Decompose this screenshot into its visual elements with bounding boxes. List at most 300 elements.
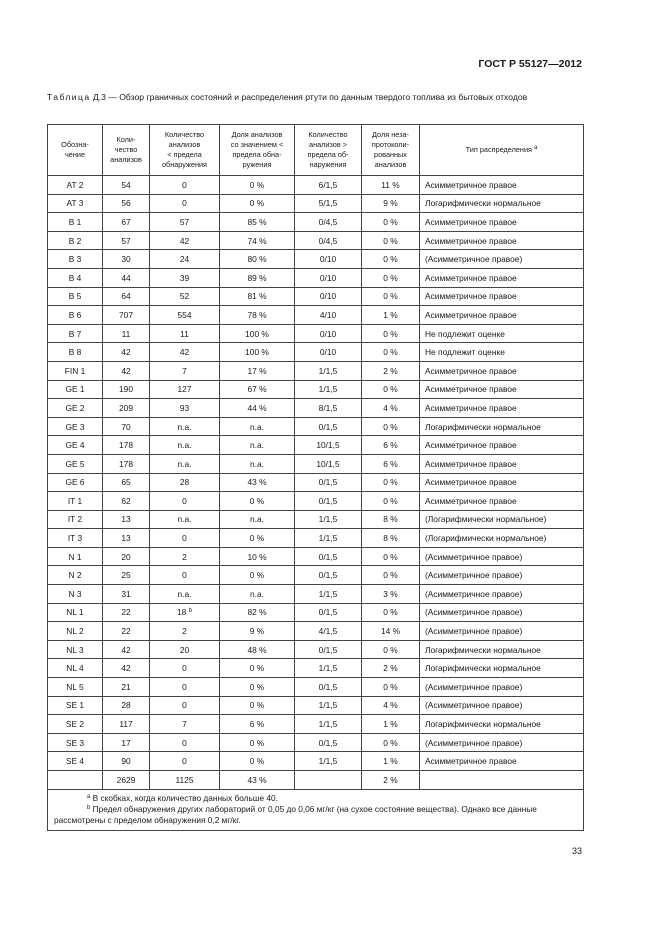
- table-cell-c5: [295, 492, 362, 511]
- table-cell-c2: [103, 380, 150, 399]
- table-cell-c1: [48, 733, 103, 752]
- cell-value: 81 %: [247, 291, 267, 302]
- table-cell-c5: [295, 473, 362, 492]
- table-cell-c5: [295, 268, 362, 287]
- cell-value: 100 %: [245, 328, 269, 339]
- table-cell-c2: [103, 659, 150, 678]
- table-cell-c4: [220, 417, 295, 436]
- table-cell-c1: [48, 696, 103, 715]
- table-cell-c2: [103, 603, 150, 622]
- table-row: [48, 380, 584, 399]
- table-row: [48, 492, 584, 511]
- cell-value: IT 2: [67, 514, 83, 525]
- cell-value: 190: [119, 384, 133, 395]
- table-cell-c6: [362, 752, 420, 771]
- cell-value: n.a.: [177, 458, 192, 469]
- table-cell-c5: [295, 603, 362, 622]
- table-cell-c5: [295, 547, 362, 566]
- table-cell-c3: [150, 622, 220, 641]
- cell-value: 57: [179, 216, 190, 227]
- table-cell-c5: [295, 566, 362, 585]
- table-cell-c3: [150, 603, 220, 622]
- cell-value: 7: [182, 365, 187, 376]
- cell-value: 1 %: [383, 309, 398, 320]
- cell-value: 0 %: [383, 737, 398, 748]
- table-cell-c1: [48, 603, 103, 622]
- cell-value: (Асимметричное правое): [425, 607, 523, 618]
- cell-value: (Асимметричное правое): [425, 700, 523, 711]
- table-cell-c2: [103, 492, 150, 511]
- table-cell-c2: [103, 678, 150, 697]
- cell-value: SE 3: [65, 737, 85, 748]
- cell-value: (Асимметричное правое): [425, 254, 523, 265]
- cell-value: 127: [177, 384, 192, 395]
- table-row: [48, 324, 584, 343]
- table-cell-c4: [220, 436, 295, 455]
- cell-value: 89 %: [247, 272, 267, 283]
- cell-value: Асимметричное правое: [425, 384, 517, 395]
- table-cell-c6: [362, 603, 420, 622]
- table-cell-c3: [150, 287, 220, 306]
- table-cell-c5: [295, 436, 362, 455]
- table-cell-c7: [420, 529, 584, 548]
- totals-cell: 1125: [150, 771, 220, 790]
- cell-value: 0: [182, 663, 187, 674]
- table-cell-c4: [220, 194, 295, 213]
- table-row: [48, 343, 584, 362]
- cell-value: 31: [121, 588, 131, 599]
- table-cell-c1: [48, 436, 103, 455]
- cell-value: 22: [121, 607, 131, 618]
- table-cell-c5: [295, 696, 362, 715]
- cell-value: 0/1,5: [318, 551, 338, 562]
- cell-value: 3 %: [383, 588, 398, 599]
- cell-value: 0: [182, 198, 187, 209]
- table-cell-c5: [295, 287, 362, 306]
- totals-cell: [48, 771, 103, 790]
- table-cell-c2: [103, 473, 150, 492]
- cell-value: 0/1,5: [318, 495, 338, 506]
- table-cell-c3: [150, 399, 220, 418]
- cell-value: 82 %: [247, 607, 267, 618]
- table-cell-c4: [220, 529, 295, 548]
- table-cell-c2: [103, 287, 150, 306]
- cell-value: 1/1,5: [318, 533, 338, 544]
- caption-label: Таблица: [47, 92, 91, 102]
- cell-value: 42: [121, 365, 131, 376]
- table-row: [48, 510, 584, 529]
- cell-value: 0 %: [249, 663, 265, 674]
- table-row: [48, 733, 584, 752]
- cell-value: 22: [121, 626, 131, 637]
- cell-value: B 1: [68, 216, 82, 227]
- cell-value: 4/1,5: [318, 626, 338, 637]
- table-cell-c1: [48, 287, 103, 306]
- table-cell-c1: [48, 640, 103, 659]
- cell-value: 0 %: [383, 291, 398, 302]
- cell-value: 52: [179, 291, 190, 302]
- cell-value: B 2: [68, 235, 82, 246]
- cell-value: 57: [121, 235, 131, 246]
- cell-value: 0 %: [383, 235, 398, 246]
- table-cell-c7: [420, 436, 584, 455]
- cell-value: 554: [177, 309, 192, 320]
- table-cell-c7: [420, 306, 584, 325]
- table-cell-c7: [420, 715, 584, 734]
- cell-value: Логарифмически нормальное: [425, 663, 541, 674]
- cell-value: 0/1,5: [318, 681, 338, 692]
- cell-value: 0 %: [383, 644, 398, 655]
- cell-value: B 6: [68, 309, 82, 320]
- totals-cell: 2629: [103, 771, 150, 790]
- table-cell-c6: [362, 231, 420, 250]
- table-cell-c4: [220, 306, 295, 325]
- table-cell-c5: [295, 176, 362, 195]
- cell-value: 20: [121, 551, 131, 562]
- cell-value: n.a.: [177, 588, 192, 599]
- table-cell-c3: [150, 324, 220, 343]
- table-row: [48, 361, 584, 380]
- table-cell-c4: [220, 380, 295, 399]
- table-cell-c3: [150, 213, 220, 232]
- table-cell-c6: [362, 436, 420, 455]
- table-cell-c4: [220, 176, 295, 195]
- table-cell-c3: [150, 306, 220, 325]
- cell-value: 0/1,5: [318, 421, 338, 432]
- cell-value: 0/10: [319, 328, 337, 339]
- cell-value: 0: [182, 179, 187, 190]
- table-cell-c7: [420, 603, 584, 622]
- table-row: [48, 268, 584, 287]
- table-cell-c1: [48, 268, 103, 287]
- cell-value: N 3: [68, 588, 82, 599]
- cell-value: (Асимметричное правое): [425, 626, 523, 637]
- table-cell-c4: [220, 659, 295, 678]
- cell-value: 8 %: [383, 514, 398, 525]
- cell-value: 42: [179, 347, 190, 358]
- table-cell-c4: [220, 510, 295, 529]
- table-cell-c3: [150, 585, 220, 604]
- table-cell-c1: [48, 417, 103, 436]
- cell-value: Асимметричное правое: [425, 235, 517, 246]
- cell-value: 7: [182, 719, 187, 730]
- table-cell-c5: [295, 659, 362, 678]
- table-cell-c3: [150, 547, 220, 566]
- table-cell-c1: [48, 343, 103, 362]
- table-cell-c2: [103, 547, 150, 566]
- cell-value: 2 %: [383, 365, 398, 376]
- table-cell-c7: [420, 176, 584, 195]
- cell-value: 4 %: [383, 402, 398, 413]
- cell-value: 1/1,5: [318, 663, 338, 674]
- table-cell-c5: [295, 213, 362, 232]
- cell-value: 8 %: [383, 533, 398, 544]
- table-cell-c3: [150, 733, 220, 752]
- table-cell-c6: [362, 678, 420, 697]
- document-id: ГОСТ Р 55127—2012: [478, 58, 582, 70]
- cell-value: 0 %: [249, 533, 265, 544]
- table-cell-c4: [220, 715, 295, 734]
- table-cell-c7: [420, 492, 584, 511]
- table-cell-c2: [103, 715, 150, 734]
- cell-value: 0 %: [383, 607, 398, 618]
- cell-value: (Асимметричное правое): [425, 570, 523, 581]
- table-cell-c3: [150, 194, 220, 213]
- table-cell-c6: [362, 213, 420, 232]
- table-cell-c1: [48, 399, 103, 418]
- cell-value: Асимметричное правое: [425, 365, 517, 376]
- table-cell-c1: [48, 231, 103, 250]
- table-cell-c6: [362, 566, 420, 585]
- cell-value: B 8: [68, 347, 82, 358]
- table-cell-c3: [150, 176, 220, 195]
- table-cell-c4: [220, 585, 295, 604]
- table-row: [48, 231, 584, 250]
- cell-value: 0 %: [249, 495, 265, 506]
- table-cell-c6: [362, 380, 420, 399]
- table-cell-c4: [220, 343, 295, 362]
- cell-value: 0 %: [383, 384, 398, 395]
- cell-value: FIN 1: [64, 365, 86, 376]
- cell-value: 6 %: [249, 719, 265, 730]
- cell-value: 0 %: [249, 681, 265, 692]
- cell-value: 0: [182, 700, 187, 711]
- cell-value: 178: [119, 458, 133, 469]
- footnotes-cell: [48, 789, 584, 830]
- cell-value: Асимметричное правое: [425, 216, 517, 227]
- cell-value: 42: [121, 663, 131, 674]
- data-table: [47, 124, 584, 831]
- table-cell-c2: [103, 585, 150, 604]
- col-header-below-limit-share: Доля анализов со значением < предела обна- ружения: [220, 125, 295, 176]
- table-cell-c6: [362, 547, 420, 566]
- cell-value: 117: [119, 719, 133, 730]
- table-cell-c2: [103, 510, 150, 529]
- table-cell-c4: [220, 268, 295, 287]
- table-cell-c6: [362, 585, 420, 604]
- table-cell-c1: [48, 380, 103, 399]
- totals-cell: [420, 771, 584, 790]
- table-cell-c7: [420, 659, 584, 678]
- cell-value: (Логарифмически нормальное): [425, 533, 547, 544]
- col-header-unreported-share: Доля неза- протоколи- рованных анализов: [362, 125, 420, 176]
- table-cell-c7: [420, 752, 584, 771]
- table-cell-c2: [103, 752, 150, 771]
- cell-value: 43 %: [247, 477, 267, 488]
- table-cell-c6: [362, 399, 420, 418]
- table-cell-c6: [362, 250, 420, 269]
- table-row: [48, 585, 584, 604]
- cell-value: 1/1,5: [318, 700, 338, 711]
- cell-value: 30: [121, 254, 131, 265]
- col-header-below-limit-count: Количество анализов < предела обнаружения: [150, 125, 220, 176]
- table-body: [48, 176, 584, 771]
- cell-value: B 7: [68, 328, 82, 339]
- cell-value: 0 %: [383, 551, 398, 562]
- cell-value: 0 %: [249, 570, 265, 581]
- cell-value: 28: [179, 477, 190, 488]
- cell-value: 90: [121, 756, 131, 767]
- table-row: [48, 547, 584, 566]
- table-cell-c6: [362, 361, 420, 380]
- cell-value: 28: [121, 700, 131, 711]
- cell-value: 0: [182, 681, 187, 692]
- col-header-distribution-type: [420, 125, 584, 176]
- table-cell-c7: [420, 622, 584, 641]
- table-cell-c2: [103, 696, 150, 715]
- cell-value: 78 %: [247, 309, 267, 320]
- cell-value: 67 %: [247, 384, 267, 395]
- table-cell-c5: [295, 678, 362, 697]
- table-cell-c5: [295, 250, 362, 269]
- cell-value: 48 %: [247, 644, 267, 655]
- cell-value: 64: [121, 291, 131, 302]
- footnote-b-text: Предел обнаружения других лабораторий от 0,05 до 0,06 мг/кг (на сухое состояние вещества). Однако все данные рассмотрены с пределом обнаружения 0,2 мг/кг.: [54, 803, 537, 825]
- table-cell-c1: [48, 622, 103, 641]
- table-cell-c3: [150, 473, 220, 492]
- col-header-distribution-label: Тип распределения: [465, 145, 532, 155]
- cell-value: 11 %: [381, 179, 400, 190]
- cell-value: 2: [182, 626, 187, 637]
- table-cell-c1: [48, 547, 103, 566]
- table-row: [48, 213, 584, 232]
- cell-value: 67: [121, 216, 131, 227]
- table-cell-c6: [362, 659, 420, 678]
- table-cell-c4: [220, 231, 295, 250]
- table-cell-c6: [362, 492, 420, 511]
- cell-value: 0/4,5: [318, 235, 338, 246]
- cell-value: Асимметричное правое: [425, 495, 517, 506]
- table-cell-c6: [362, 306, 420, 325]
- table-cell-c1: [48, 492, 103, 511]
- table-cell-c4: [220, 696, 295, 715]
- cell-value: 1/1,5: [318, 514, 338, 525]
- table-cell-c5: [295, 454, 362, 473]
- cell-value: 9 %: [383, 198, 398, 209]
- table-cell-c4: [220, 752, 295, 771]
- cell-value: 0/10: [319, 291, 337, 302]
- cell-value: 0 %: [249, 179, 265, 190]
- cell-value: Логарифмически нормальное: [425, 719, 541, 730]
- cell-value: n.a.: [250, 458, 264, 469]
- table-cell-c3: [150, 492, 220, 511]
- table-cell-c2: [103, 733, 150, 752]
- table-cell-c2: [103, 306, 150, 325]
- footnote-marker: а: [534, 145, 538, 152]
- table-row: [48, 306, 584, 325]
- cell-value: 8/1,5: [318, 402, 338, 413]
- table-cell-c2: [103, 343, 150, 362]
- table-cell-c4: [220, 603, 295, 622]
- table-row: [48, 529, 584, 548]
- cell-value: 17 %: [247, 365, 267, 376]
- table-cell-c1: [48, 752, 103, 771]
- table-cell-c4: [220, 250, 295, 269]
- cell-value: 42: [179, 235, 190, 246]
- cell-value: 54: [121, 179, 131, 190]
- cell-value: 42: [121, 644, 131, 655]
- table-cell-c3: [150, 361, 220, 380]
- cell-value: 21: [121, 681, 131, 692]
- table-cell-c7: [420, 324, 584, 343]
- table-cell-c3: [150, 640, 220, 659]
- cell-value: B 3: [68, 254, 82, 265]
- table-cell-c3: [150, 510, 220, 529]
- cell-value: 707: [119, 309, 133, 320]
- cell-value: IT 1: [67, 495, 83, 506]
- table-cell-c7: [420, 640, 584, 659]
- cell-value: 6 %: [383, 440, 398, 451]
- cell-value: IT 3: [67, 533, 83, 544]
- table-cell-c2: [103, 436, 150, 455]
- cell-value: Асимметричное правое: [425, 272, 517, 283]
- cell-value: Логарифмически нормальное: [425, 421, 541, 432]
- cell-value: 0: [182, 570, 187, 581]
- table-row: [48, 176, 584, 195]
- cell-value: GE 1: [65, 384, 85, 395]
- col-header-above-limit-count: Количество анализов > предела об- наружения: [295, 125, 362, 176]
- cell-value: 0 %: [383, 681, 398, 692]
- table-row: [48, 287, 584, 306]
- table-cell-c7: [420, 585, 584, 604]
- cell-value: 209: [119, 402, 133, 413]
- cell-value: 20: [179, 644, 190, 655]
- cell-value: 18: [177, 607, 187, 618]
- cell-value: NL 2: [66, 626, 84, 637]
- table-row: [48, 752, 584, 771]
- cell-value: 1 %: [383, 756, 398, 767]
- cell-value: AT 2: [66, 179, 84, 190]
- table-cell-c1: [48, 213, 103, 232]
- table-cell-c2: [103, 622, 150, 641]
- cell-value: 9 %: [249, 626, 265, 637]
- table-cell-c2: [103, 250, 150, 269]
- cell-value: 0: [182, 495, 187, 506]
- cell-value: 65: [121, 477, 131, 488]
- col-header-designation: Обозна- чение: [48, 125, 103, 176]
- footnotes-row: [48, 789, 584, 830]
- table-row: [48, 678, 584, 697]
- table-cell-c7: [420, 399, 584, 418]
- table-cell-c3: [150, 696, 220, 715]
- table-cell-c6: [362, 640, 420, 659]
- table-row: [48, 417, 584, 436]
- cell-value: 0 %: [249, 756, 265, 767]
- cell-value: 10/1,5: [316, 440, 340, 451]
- cell-value: 100 %: [245, 347, 269, 358]
- table-cell-c6: [362, 622, 420, 641]
- table-row: [48, 399, 584, 418]
- cell-value: Асимметричное правое: [425, 440, 517, 451]
- cell-value: 6 %: [383, 458, 398, 469]
- cell-value: n.a.: [250, 514, 264, 525]
- footnote-a: [54, 793, 577, 804]
- cell-value: 1/1,5: [318, 384, 338, 395]
- table-cell-c1: [48, 324, 103, 343]
- table-cell-c4: [220, 454, 295, 473]
- table-cell-c3: [150, 454, 220, 473]
- table-cell-c6: [362, 715, 420, 734]
- table-cell-c5: [295, 640, 362, 659]
- cell-value: 0/10: [319, 272, 337, 283]
- table-cell-c7: [420, 213, 584, 232]
- cell-value: 0/4,5: [318, 216, 338, 227]
- table-cell-c5: [295, 752, 362, 771]
- cell-value: 0/1,5: [318, 570, 338, 581]
- cell-value: N 1: [68, 551, 82, 562]
- table-cell-c6: [362, 529, 420, 548]
- footnote-a-text: В скобках, когда количество данных больше 40.: [90, 792, 278, 803]
